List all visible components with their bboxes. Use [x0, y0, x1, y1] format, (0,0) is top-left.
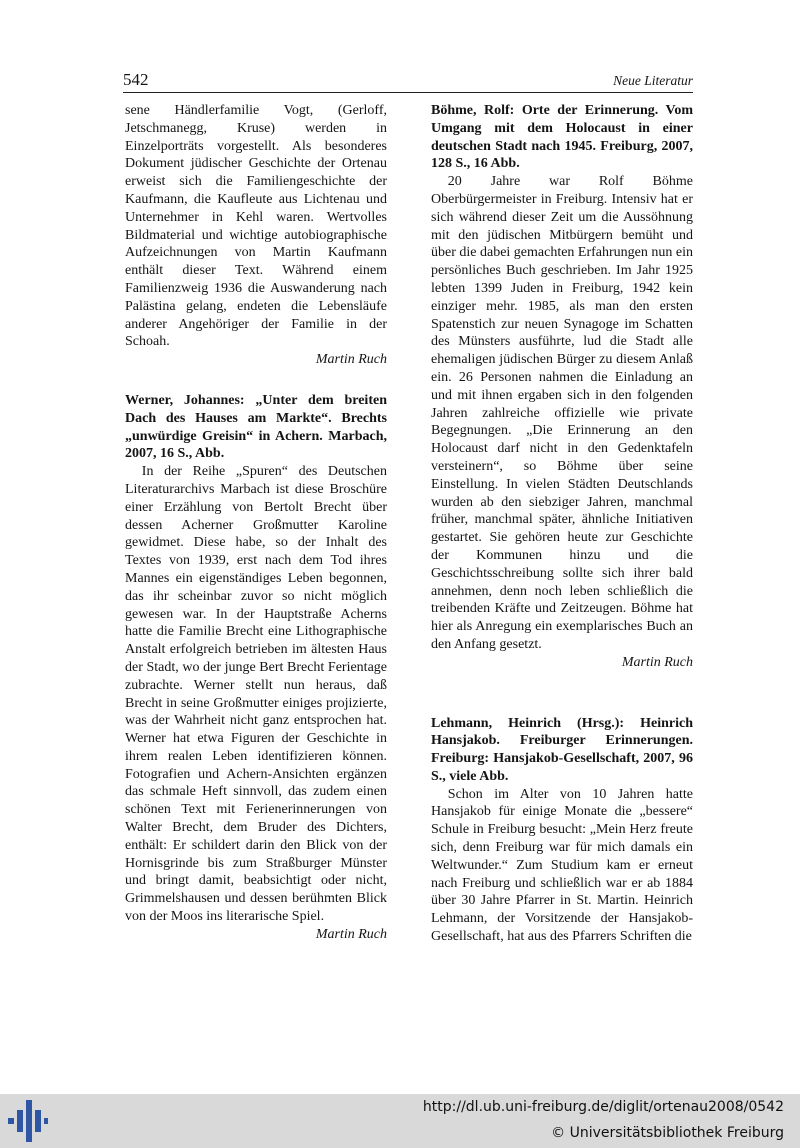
- review-heading: Lehmann, Heinrich (Hrsg.): Heinrich Hansjakob. Freiburger Erinnerungen. Freiburg: Hansjakob-Gesellschaft, 2007, 96 S., viele Abb.: [431, 715, 693, 784]
- review-heading: Böhme, Rolf: Orte der Erinnerung. Vom Umgang mit dem Holocaust in einer deutschen Stadt nach 1945. Freiburg, 2007, 128 S., 16 Abb.: [431, 103, 693, 172]
- review-paragraph: sene Händlerfamilie Vogt, (Gerloff, Jetschmanegg, Kruse) werden in Einzelporträts vorgestellt. Als besonderes Dokument jüdischer Geschichte der Ortenau erweist sich die Familiengeschichte der Kaufmann, die Kaufleute aus Lichtenau und Unternehmer in Kehl waren. Wertvolles Bildmaterial und wichtige autobiographische Aufzeichnungen von Martin Kaufmann enthält dieser Text. Während einem Familienzweig 1936 die Auswanderung nach Palästina gelang, endeten die Lebensläufe anderer Angehöriger der Familie in der Schoah.: [125, 103, 387, 350]
- reviewer-signature: Martin Ruch: [621, 654, 693, 670]
- review-paragraph: Schon im Alter von 10 Jahren hatte Hansjakob für einige Monate die „bessere“ Schule in Freiburg besucht: „Mein Herz freute sich, denn Freiburg war für mich damals ein Weltwunder.“ Zum Studium kam er erneut nach Freiburg und schließlich war er ab 1884 über 30 Jahre Pfarrer in St. Martin. Heinrich Lehmann, der Vorsitzende der Hansjakob-Gesellschaft, hat aus des Pfarrers Schriften die: [431, 786, 693, 945]
- footer-bar: [0, 1094, 800, 1148]
- page-number: 542: [123, 70, 149, 89]
- reviewer-signature: Martin Ruch: [315, 926, 387, 942]
- reviewer-signature: Martin Ruch: [315, 352, 387, 368]
- copyright-notice: © Universitätsbibliothek Freiburg: [551, 1125, 784, 1141]
- ub-freiburg-logo-icon[interactable]: [8, 1100, 48, 1142]
- running-title: Neue Literatur: [613, 73, 693, 88]
- header-rule: [123, 92, 693, 93]
- review-paragraph: In der Reihe „Spuren“ des Deutschen Literaturarchivs Marbach ist diese Broschüre einer Erzählung von Bertolt Brecht über dessen Acherner Großmutter Karoline gewidmet. Diese habe, so der Inhalt des Textes von 1939, erst nach dem Tod ihres Mannes ein eigenständiges Leben begonnen, das ihr scheinbar zuvor so nicht möglich gewesen war. In der Hauptstraße Acherns hatte die Familie Brecht eine Lithographische Anstalt erfolgreich betrieben im ältesten Haus der Stadt, wo der junge Bert Brecht Ferientage zubrachte. Werner stellt nun heraus, daß Brecht in seine Großmutter einiges projizierte, was der Wahrheit nicht ganz entsprochen hat. Werner hat etwa Figuren der Geschichte in ihrem realen Leben identifizieren können. Fotografien und Achern-Ansichten ergänzen das schmale Heft sinnvoll, das zudem einen schönen Text mit Ferienerinnerungen von Walter Brecht, dem Bruder des Dichters, enthält: Er schildert darin den Blick von der Hornisgrinde bis zum Straßburger Münster und bringt damit, beabsichtigt oder nicht, Grimmelshausen und dessen berühmten Blick von der Moos ins literarische Spiel.: [125, 464, 387, 925]
- left-column: [125, 102, 387, 944]
- review-heading: Werner, Johannes: „Unter dem breiten Dach des Hauses am Markte“. Brechts „unwürdige Greisin“ in Achern. Marbach, 2007, 16 S., Abb.: [125, 392, 387, 462]
- right-column: [431, 102, 693, 946]
- review-paragraph: 20 Jahre war Rolf Böhme Oberbürgermeister in Freiburg. Intensiv hat er sich während dieser Zeit um die Aussöhnung mit den jüdischen Mitbürgern bemüht und über die dabei gemachten Erfahrungen nun ein persönliches Buch geschrieben. Im Jahr 1925 lebten 1399 Juden in Freiburg, 1942 kein einziger mehr. 1985, als man den ersten Spatenstich zur neuen Synagoge im Schatten des Münsters ausführte, lud die Stadt alle ehemaligen jüdischen Bürger zu diesem Anlaß ein. 26 Personen nahmen die Einladung an und mit ihnen ergaben sich in den folgenden Jahren zahlreiche offizielle wie private Begegnungen. „Die Erinnerung an den Holocaust darf nicht in den Gedenktafeln versteinern“, so Böhme über seine Einstellung. In vielen Städten Deutschlands wurden ab den siebziger Jahren, manchmal früher, manchmal später, ähnliche Initiativen gestartet. Sie gehören heute zur Geschichte der Kommunen hinzu und die Geschichtsschreibung sollte sich ihrer bald annehmen, denn noch leben schließlich die treibenden Kräfte und Zeitzeugen. Böhme hat hier als Anregung ein exemplarisches Buch an den Anfang gesetzt.: [431, 174, 694, 652]
- source-url-link[interactable]: http://dl.ub.uni-freiburg.de/diglit/ortenau2008/0542: [422, 1099, 784, 1115]
